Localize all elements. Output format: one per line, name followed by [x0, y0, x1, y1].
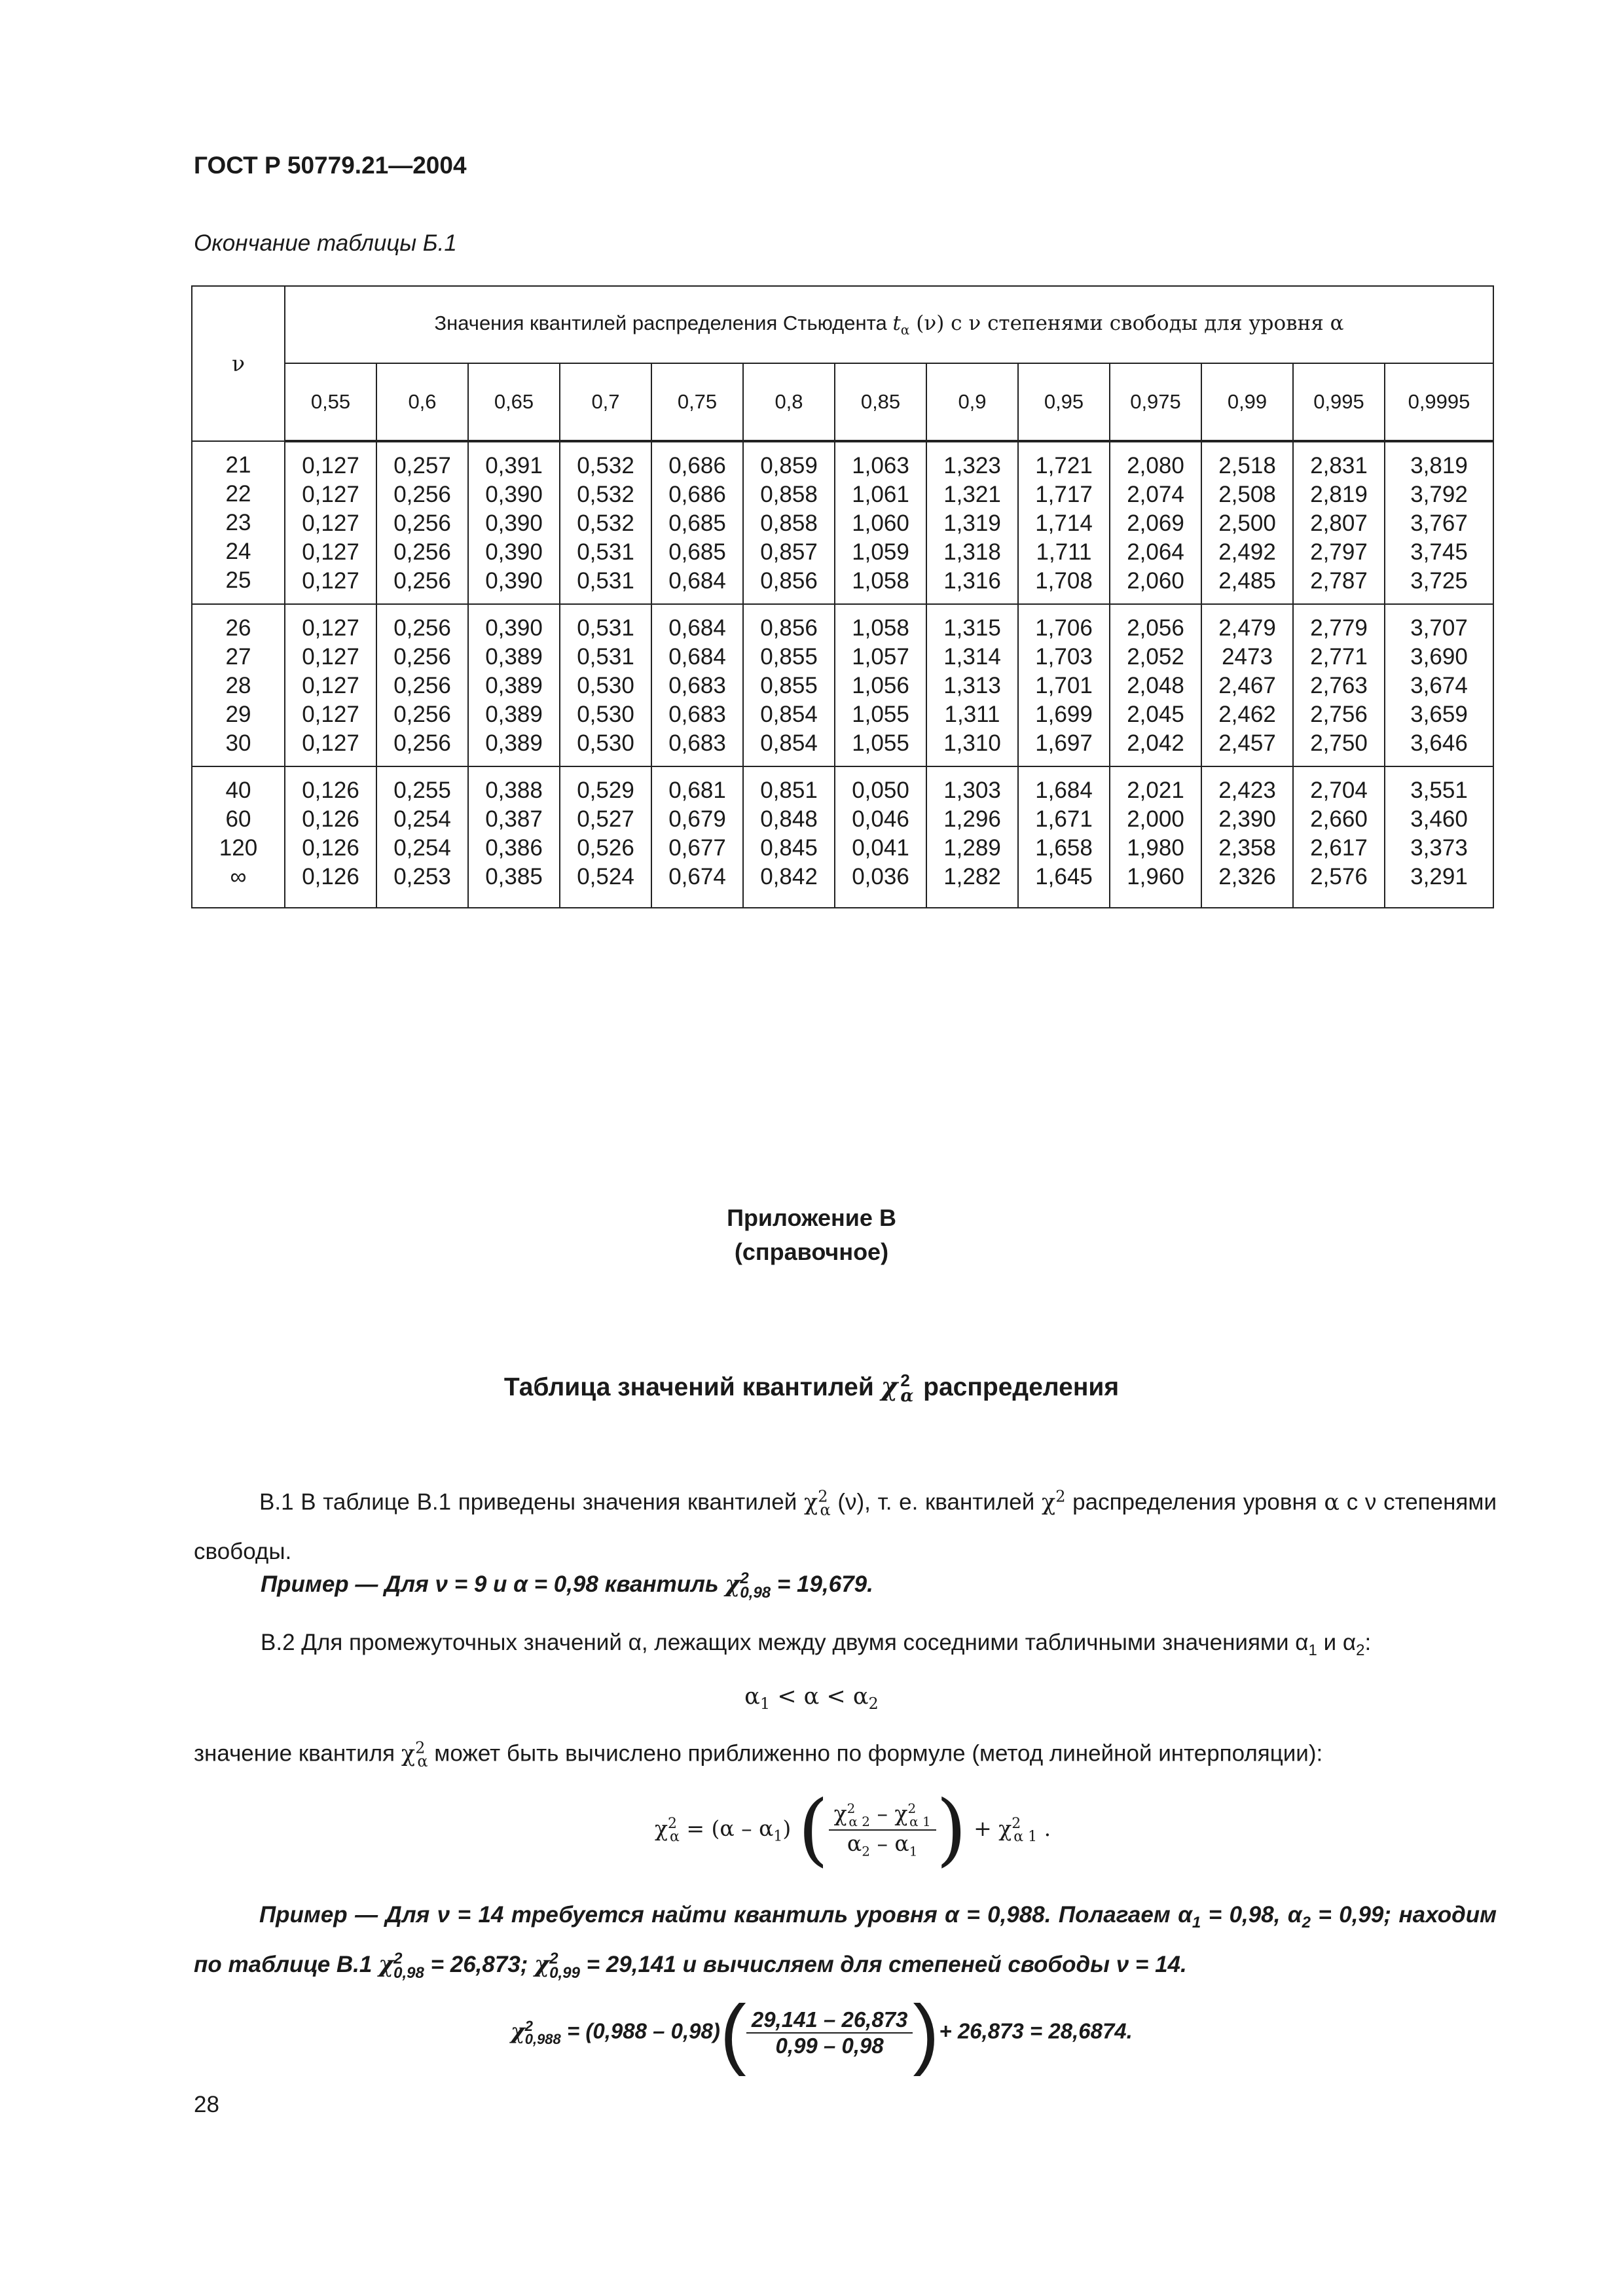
quantile-value: 1,721 — [1035, 453, 1093, 478]
value-cell — [1110, 441, 1201, 604]
quantile-value: 0,256 — [393, 730, 451, 756]
quantile-value: 2,500 — [1218, 511, 1276, 536]
quantile-value: 2,771 — [1310, 644, 1368, 670]
value-cell — [468, 441, 560, 604]
quantile-value: 1,321 — [943, 482, 1001, 507]
quantile-value: 0,390 — [485, 482, 543, 507]
quantile-value: 1,058 — [852, 568, 909, 594]
quantile-value: 2,485 — [1218, 568, 1276, 594]
quantile-value: 0,389 — [485, 673, 543, 698]
value-cell — [651, 441, 743, 604]
level-header: 0,99 — [1201, 363, 1293, 441]
quantile-value: 0,127 — [302, 482, 359, 507]
quantile-value: 2,479 — [1218, 615, 1276, 641]
value-cell — [651, 766, 743, 908]
quantile-value: 1,703 — [1035, 644, 1093, 670]
quantile-value: 0,253 — [393, 864, 451, 889]
quantile-value: 1,323 — [943, 453, 1001, 478]
quantile-value: 1,313 — [943, 673, 1001, 698]
quantile-value: 0,390 — [485, 511, 543, 536]
value-cell — [1201, 441, 1293, 604]
interpolation-formula: $\chi^2_\alpha = (\alpha - \alpha_1)$ ( $\frac{\chi^2_{\alpha 2} - \chi^2_{\alpha 1}}{\alpha_2 - \alpha_1}$ ) + $\chi^2_{\alpha 1}$ . — [655, 1784, 1051, 1875]
nu-value: 30 — [225, 730, 251, 756]
quantile-value: 0,126 — [302, 835, 359, 861]
quantile-value: 0,389 — [485, 702, 543, 727]
example-formula: χ 2 0,988 = (0,988 – 0,98)( $\frac{29,141 - 26,873}{0,99 - 0,98}$ )+ 26,873 = 28,6874. — [511, 1989, 1133, 2077]
quantile-value: 0,127 — [302, 568, 359, 594]
quantile-value: 0,126 — [302, 778, 359, 803]
quantile-value: 0,683 — [668, 730, 726, 756]
quantile-value: 2,779 — [1310, 615, 1368, 641]
quantile-value: 0,041 — [852, 835, 909, 861]
quantile-value: 1,310 — [943, 730, 1001, 756]
quantile-value: 0,848 — [760, 806, 818, 832]
quantile-value: 1,711 — [1036, 539, 1092, 565]
table-title: Значения квантилей распределения Стьюдента $t_\alpha$ (ν) с ν степенями свободы для уровня α — [285, 286, 1493, 363]
quantile-value: 1,063 — [852, 453, 909, 478]
quantile-value: 0,532 — [577, 482, 634, 507]
quantile-value: 0,389 — [485, 644, 543, 670]
quantile-value: 0,531 — [577, 539, 634, 565]
quantile-value: 0,532 — [577, 453, 634, 478]
value-cell — [560, 766, 651, 908]
quantile-value: 2,021 — [1127, 778, 1184, 803]
value-cell — [651, 604, 743, 766]
nu-value: 21 — [225, 452, 251, 478]
quantile-value: 1,316 — [943, 568, 1001, 594]
quantile-value: 2,704 — [1310, 778, 1368, 803]
quantile-value: 0,854 — [760, 702, 818, 727]
quantile-value: 2,052 — [1127, 644, 1184, 670]
quantile-value: 1,061 — [852, 482, 909, 507]
table-row-group — [192, 604, 1493, 766]
quantile-value: 0,859 — [760, 453, 818, 478]
level-header: 0,8 — [743, 363, 835, 441]
quantile-value: 0,127 — [302, 453, 359, 478]
quantile-value: 1,311 — [944, 702, 1000, 727]
value-cell — [1385, 604, 1493, 766]
value-cell — [560, 604, 651, 766]
quantile-value: 2,492 — [1218, 539, 1276, 565]
quantile-value: 0,530 — [577, 673, 634, 698]
quantile-value: 2,763 — [1310, 673, 1368, 698]
quantile-value: 2,457 — [1218, 730, 1276, 756]
quantile-value: 0,257 — [393, 453, 451, 478]
quantile-value: 2,462 — [1218, 702, 1276, 727]
quantile-value: 2,787 — [1310, 568, 1368, 594]
value-cell — [1018, 604, 1110, 766]
level-header: 0,6 — [376, 363, 468, 441]
quantile-value: 2,080 — [1127, 453, 1184, 478]
table-caption: Окончание таблицы Б.1 — [194, 230, 457, 256]
value-cell — [376, 441, 468, 604]
level-header: 0,9 — [926, 363, 1018, 441]
quantile-value: 2,423 — [1218, 778, 1276, 803]
quantile-value: 0,046 — [852, 806, 909, 832]
quantile-value: 2,074 — [1127, 482, 1184, 507]
quantile-value: 1,980 — [1127, 835, 1184, 861]
level-header: 0,65 — [468, 363, 560, 441]
value-cell — [376, 604, 468, 766]
nu-value: 22 — [225, 481, 251, 507]
quantile-value: 0,856 — [760, 568, 818, 594]
value-cell — [743, 766, 835, 908]
quantile-value: 0,855 — [760, 673, 818, 698]
quantile-value: 0,127 — [302, 730, 359, 756]
quantile-value: 2,617 — [1310, 835, 1368, 861]
student-quantile-table — [191, 285, 1494, 908]
nu-cell — [192, 604, 285, 766]
quantile-value: 1,314 — [943, 644, 1001, 670]
appendix-title: Таблица значений квантилей χ 2 α распределения — [503, 1371, 1120, 1406]
quantile-value: 2,660 — [1310, 806, 1368, 832]
quantile-value: 0,256 — [393, 482, 451, 507]
value-cell — [1293, 766, 1385, 908]
quantile-value: 0,127 — [302, 673, 359, 698]
quantile-value: 0,685 — [668, 539, 726, 565]
quantile-value: 2,756 — [1310, 702, 1368, 727]
nu-value: 120 — [219, 835, 258, 861]
quantile-value: 2,042 — [1127, 730, 1184, 756]
quantile-value: 3,819 — [1410, 453, 1468, 478]
value-cell — [376, 766, 468, 908]
quantile-value: 0,126 — [302, 864, 359, 889]
quantile-value: 0,256 — [393, 673, 451, 698]
level-header: 0,85 — [835, 363, 926, 441]
quantile-value: 3,725 — [1410, 568, 1468, 594]
appendix-kind: (справочное) — [734, 1238, 889, 1265]
value-cell — [835, 604, 926, 766]
quantile-value: 0,857 — [760, 539, 818, 565]
quantile-value: 2,358 — [1218, 835, 1276, 861]
level-header: 0,975 — [1110, 363, 1201, 441]
value-cell — [1293, 441, 1385, 604]
quantile-value: 0,390 — [485, 539, 543, 565]
quantile-value: 1,960 — [1127, 864, 1184, 889]
quantile-value: 0,851 — [760, 778, 818, 803]
quantile-value: 0,526 — [577, 835, 634, 861]
nu-value: 28 — [225, 673, 251, 698]
nu-cell — [192, 766, 285, 908]
nu-value: ∞ — [230, 864, 247, 889]
quantile-value: 0,527 — [577, 806, 634, 832]
quantile-value: 2,045 — [1127, 702, 1184, 727]
quantile-value: 0,854 — [760, 730, 818, 756]
quantile-value: 1,319 — [943, 511, 1001, 536]
quantile-value: 1,697 — [1035, 730, 1093, 756]
quantile-value: 2,819 — [1310, 482, 1368, 507]
quantile-value: 2,000 — [1127, 806, 1184, 832]
quantile-value: 1,282 — [943, 864, 1001, 889]
value-cell — [835, 766, 926, 908]
quantile-value: 1,289 — [943, 835, 1001, 861]
value-cell — [1018, 766, 1110, 908]
quantile-value: 3,551 — [1410, 778, 1468, 803]
quantile-value: 0,388 — [485, 778, 543, 803]
quantile-value: 1,706 — [1035, 615, 1093, 641]
quantile-value: 0,858 — [760, 482, 818, 507]
quantile-value: 0,858 — [760, 511, 818, 536]
level-header: 0,995 — [1293, 363, 1385, 441]
quantile-value: 0,529 — [577, 778, 634, 803]
quantile-value: 0,530 — [577, 702, 634, 727]
nu-value: 27 — [225, 644, 251, 670]
quantile-value: 2,060 — [1127, 568, 1184, 594]
quantile-value: 2,326 — [1218, 864, 1276, 889]
nu-value: 25 — [225, 567, 251, 593]
value-cell — [285, 604, 376, 766]
value-cell — [835, 441, 926, 604]
quantile-value: 0,254 — [393, 806, 451, 832]
quantile-value: 2,508 — [1218, 482, 1276, 507]
value-cell — [926, 441, 1018, 604]
nu-header: ν — [192, 286, 285, 441]
quantile-value: 2,056 — [1127, 615, 1184, 641]
quantile-value: 1,714 — [1035, 511, 1093, 536]
quantile-value: 0,256 — [393, 615, 451, 641]
quantile-value: 3,690 — [1410, 644, 1468, 670]
quantile-value: 3,674 — [1410, 673, 1468, 698]
level-header: 0,7 — [560, 363, 651, 441]
quantile-value: 0,679 — [668, 806, 726, 832]
quantile-value: 0,036 — [852, 864, 909, 889]
quantile-value: 2473 — [1222, 644, 1273, 670]
quantile-value: 0,531 — [577, 615, 634, 641]
value-cell — [743, 441, 835, 604]
quantile-value: 2,467 — [1218, 673, 1276, 698]
quantile-value: 3,792 — [1410, 482, 1468, 507]
quantile-value: 2,831 — [1310, 453, 1368, 478]
quantile-value: 0,256 — [393, 511, 451, 536]
level-header: 0,95 — [1018, 363, 1110, 441]
quantile-value: 0,389 — [485, 730, 543, 756]
quantile-value: 3,373 — [1410, 835, 1468, 861]
quantile-value: 1,708 — [1035, 568, 1093, 594]
quantile-value: 0,684 — [668, 644, 726, 670]
quantile-value: 1,057 — [852, 644, 909, 670]
quantile-value: 3,767 — [1410, 511, 1468, 536]
quantile-value: 1,658 — [1035, 835, 1093, 861]
quantile-value: 0,686 — [668, 482, 726, 507]
table-row-group — [192, 441, 1493, 604]
nu-value: 29 — [225, 702, 251, 727]
paragraph-b1: В.1 В таблице В.1 приведены значения квантилей $\chi^2_\alpha$ (ν), т. е. квантилей $\chi^2$ распределения уровня α с ν степенями свободы. — [194, 1487, 1497, 1564]
quantile-value: 3,659 — [1410, 702, 1468, 727]
table-row-group — [192, 766, 1493, 908]
paragraph-b2: В.2 Для промежуточных значений α, лежащих между двумя соседними табличными значениями $\alpha_1$ и $\alpha_2$: — [261, 1630, 1372, 1659]
quantile-value: 0,842 — [760, 864, 818, 889]
value-cell — [468, 766, 560, 908]
quantile-value: 1,684 — [1035, 778, 1093, 803]
quantile-value: 0,050 — [852, 778, 909, 803]
quantile-value: 1,318 — [943, 539, 1001, 565]
quantile-value: 0,855 — [760, 644, 818, 670]
quantile-value: 0,390 — [485, 568, 543, 594]
quantile-value: 0,127 — [302, 615, 359, 641]
value-cell — [1201, 604, 1293, 766]
value-cell — [1110, 766, 1201, 908]
quantile-value: 0,677 — [668, 835, 726, 861]
quantile-value: 0,254 — [393, 835, 451, 861]
quantile-value: 0,127 — [302, 539, 359, 565]
quantile-value: 2,807 — [1310, 511, 1368, 536]
quantile-value: 2,048 — [1127, 673, 1184, 698]
quantile-value: 2,797 — [1310, 539, 1368, 565]
quantile-value: 0,391 — [485, 453, 543, 478]
quantile-value: 0,686 — [668, 453, 726, 478]
quantile-value: 3,460 — [1410, 806, 1468, 832]
value-cell — [285, 766, 376, 908]
quantile-value: 0,531 — [577, 644, 634, 670]
alpha-inequality: $\alpha_1 < \alpha < \alpha_2$ — [744, 1683, 879, 1713]
value-cell — [1201, 766, 1293, 908]
quantile-value: 2,069 — [1127, 511, 1184, 536]
appendix-name: Приложение В — [727, 1204, 896, 1231]
quantile-value: 1,059 — [852, 539, 909, 565]
quantile-value: 0,856 — [760, 615, 818, 641]
quantile-value: 0,255 — [393, 778, 451, 803]
quantile-value: 1,717 — [1035, 482, 1093, 507]
quantile-value: 0,531 — [577, 568, 634, 594]
quantile-value: 2,576 — [1310, 864, 1368, 889]
value-cell — [1385, 441, 1493, 604]
level-header: 0,75 — [651, 363, 743, 441]
quantile-value: 1,699 — [1035, 702, 1093, 727]
quantile-value: 0,256 — [393, 568, 451, 594]
document-code: ГОСТ Р 50779.21—2004 — [194, 152, 467, 179]
quantile-value: 1,701 — [1035, 673, 1093, 698]
quantile-value: 0,524 — [577, 864, 634, 889]
value-cell — [926, 604, 1018, 766]
quantile-value: 0,126 — [302, 806, 359, 832]
example-2: Пример — Для ν = 14 требуется найти квантиль уровня α = 0,988. Полагаем $\alpha_1 = 0,98$, $\alpha_2 = 0,99$; находим по таблице В.1 χ 2 0,98 = 26,873; χ 2 0,99 = 29,141 и вычисляем для степеней свободы ν = 14. — [194, 1902, 1497, 1982]
quantile-value: 0,256 — [393, 644, 451, 670]
value-cell — [1110, 604, 1201, 766]
quantile-value: 0,684 — [668, 568, 726, 594]
quantile-value: 0,127 — [302, 702, 359, 727]
quantile-value: 1,315 — [943, 615, 1001, 641]
value-cell — [743, 604, 835, 766]
page-number: 28 — [194, 2092, 219, 2117]
quantile-value: 0,530 — [577, 730, 634, 756]
quantile-value: 0,256 — [393, 702, 451, 727]
nu-value: 24 — [225, 539, 251, 564]
quantile-value: 0,532 — [577, 511, 634, 536]
paragraph-interpolation: значение квантиля $\chi^2_\alpha$ может быть вычислено приближенно по формуле (метод линейной интерполяции): — [194, 1738, 1323, 1770]
quantile-value: 2,390 — [1218, 806, 1276, 832]
quantile-value: 1,671 — [1035, 806, 1093, 832]
quantile-value: 1,055 — [852, 702, 909, 727]
quantile-value: 2,750 — [1310, 730, 1368, 756]
quantile-value: 1,303 — [943, 778, 1001, 803]
value-cell — [468, 604, 560, 766]
quantile-value: 3,707 — [1410, 615, 1468, 641]
value-cell — [285, 441, 376, 604]
quantile-value: 0,385 — [485, 864, 543, 889]
nu-value: 40 — [225, 778, 251, 803]
quantile-value: 0,386 — [485, 835, 543, 861]
value-cell — [1293, 604, 1385, 766]
quantile-value: 1,056 — [852, 673, 909, 698]
quantile-value: 0,683 — [668, 702, 726, 727]
quantile-value: 0,387 — [485, 806, 543, 832]
quantile-value: 1,058 — [852, 615, 909, 641]
example-1: Пример — Для ν = 9 и α = 0,98 квантиль χ 2 0,98 = 19,679. — [261, 1570, 873, 1602]
quantile-value: 0,390 — [485, 615, 543, 641]
value-cell — [1018, 441, 1110, 604]
quantile-value: 0,684 — [668, 615, 726, 641]
nu-value: 23 — [225, 510, 251, 535]
quantile-value: 1,645 — [1035, 864, 1093, 889]
value-cell — [1385, 766, 1493, 908]
level-header: 0,55 — [285, 363, 376, 441]
nu-value: 26 — [225, 615, 251, 641]
quantile-value: 1,055 — [852, 730, 909, 756]
nu-cell — [192, 441, 285, 604]
quantile-value: 0,674 — [668, 864, 726, 889]
quantile-value: 0,685 — [668, 511, 726, 536]
quantile-value: 0,127 — [302, 644, 359, 670]
quantile-value: 2,518 — [1218, 453, 1276, 478]
quantile-value: 0,127 — [302, 511, 359, 536]
quantile-value: 0,256 — [393, 539, 451, 565]
quantile-value: 0,681 — [668, 778, 726, 803]
level-header: 0,9995 — [1385, 363, 1493, 441]
quantile-value: 3,745 — [1410, 539, 1468, 565]
quantile-value: 3,646 — [1410, 730, 1468, 756]
quantile-value: 0,845 — [760, 835, 818, 861]
value-cell — [926, 766, 1018, 908]
quantile-value: 1,060 — [852, 511, 909, 536]
quantile-value: 3,291 — [1410, 864, 1468, 889]
quantile-value: 2,064 — [1127, 539, 1184, 565]
nu-value: 60 — [225, 806, 251, 832]
quantile-value: 0,683 — [668, 673, 726, 698]
quantile-value: 1,296 — [943, 806, 1001, 832]
level-header-row — [192, 363, 1493, 441]
value-cell — [560, 441, 651, 604]
